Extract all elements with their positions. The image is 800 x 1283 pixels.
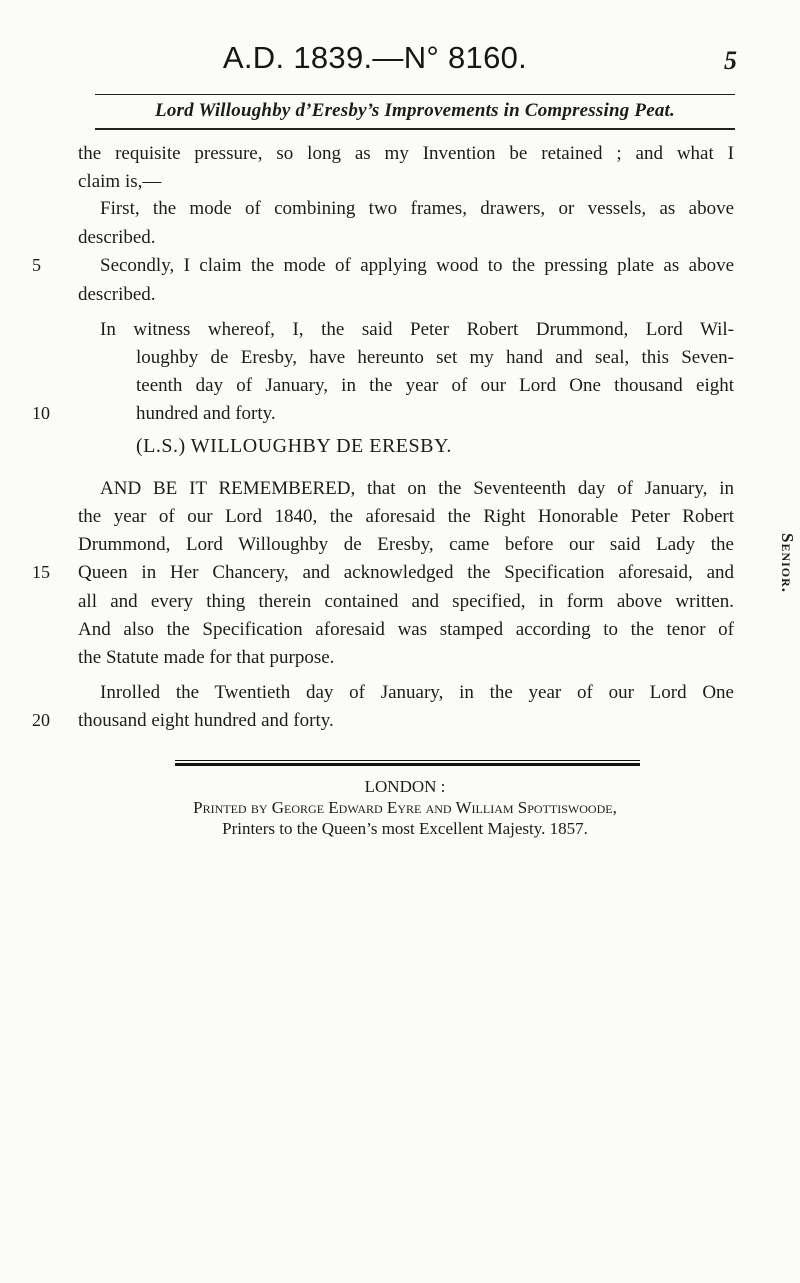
margin-note: Senior.: [778, 533, 797, 594]
body-line: all and every thing therein contained and specified, in form above written.: [78, 591, 734, 612]
header-rule-bottom: [95, 128, 735, 130]
body-line: loughby de Eresby, have hereunto set my hand and seal, this Seven-: [136, 347, 734, 368]
body-line: Queen in Her Chancery, and acknowledged the Specification aforesaid, and: [78, 562, 734, 583]
body-line: described.: [78, 284, 156, 305]
line-number: 5: [32, 255, 41, 275]
body-line: claim is,—: [78, 171, 162, 192]
header-rule-top: [95, 94, 735, 95]
signature-line: (L.S.) WILLOUGHBY DE ERESBY.: [136, 435, 452, 457]
body-line: described.: [78, 227, 156, 248]
body-line: In witness whereof, I, the said Peter Robert Drummond, Lord Wil-: [100, 319, 734, 340]
footer-place: LONDON :: [364, 777, 446, 796]
line-number: 15: [32, 562, 50, 582]
line-number: 20: [32, 710, 50, 730]
body-line: Drummond, Lord Willoughby de Eresby, came before our said Lady the: [78, 534, 734, 555]
body-line: the year of our Lord 1840, the aforesaid the Right Honorable Peter Robert: [78, 506, 734, 527]
line-number: 10: [32, 403, 50, 423]
running-subtitle: Lord Willoughby d’Eresby’s Improvements in Compressing Peat.: [155, 100, 675, 121]
body-line: And also the Specification aforesaid was stamped according to the tenor of: [78, 619, 734, 640]
footer-printed-by: Printed by George Edward Eyre and William Spottiswoode,: [193, 798, 617, 817]
body-line: Secondly, I claim the mode of applying wood to the pressing plate as above: [100, 255, 734, 276]
body-line: teenth day of January, in the year of our Lord One thousand eight: [136, 375, 734, 396]
page-number: 5: [724, 46, 737, 75]
footer-rule-thin: [175, 760, 640, 761]
page-title: A.D. 1839.—N° 8160.: [222, 40, 528, 75]
body-line: hundred and forty.: [136, 403, 276, 424]
body-line: the Statute made for that purpose.: [78, 647, 335, 668]
body-line: thousand eight hundred and forty.: [78, 710, 334, 731]
footer-printers-to: Printers to the Queen’s most Excellent Majesty. 1857.: [222, 819, 588, 838]
body-line: the requisite pressure, so long as my Invention be retained ; and what I: [78, 143, 734, 164]
footer-rule-thick: [175, 763, 640, 766]
body-line: Inrolled the Twentieth day of January, in the year of our Lord One: [100, 682, 734, 703]
body-line: First, the mode of combining two frames, drawers, or vessels, as above: [100, 198, 734, 219]
body-line: AND BE IT REMEMBERED, that on the Seventeenth day of January, in: [100, 478, 734, 499]
